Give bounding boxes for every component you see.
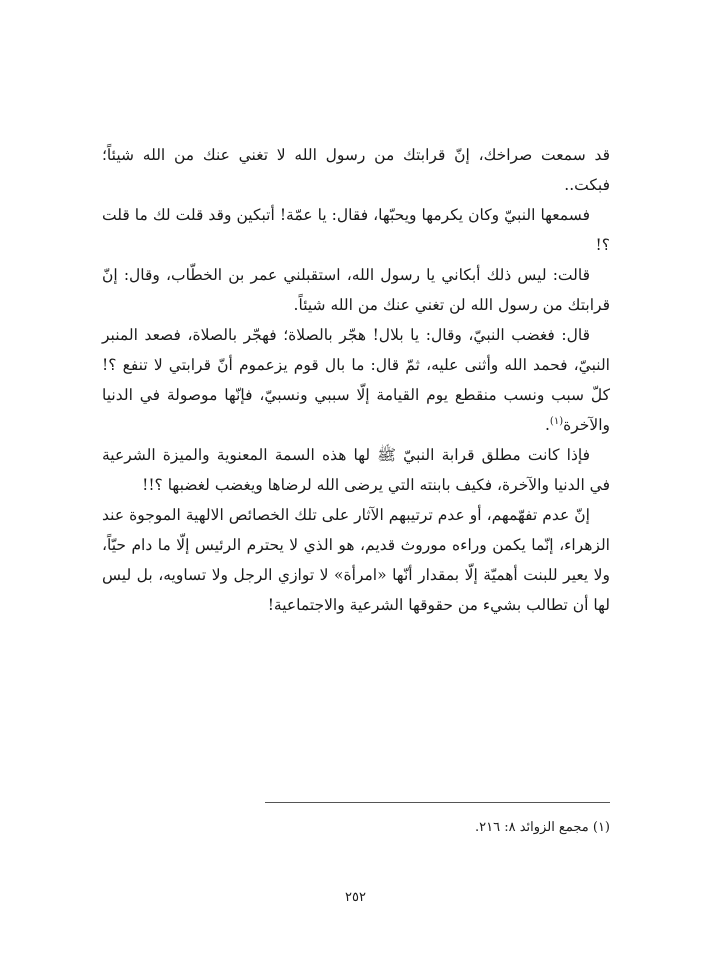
paragraph-2: فسمعها النبيّ وكان يكرمها ويحبّها، فقال: يا عمّة! أتبكين وقد قلت لك ما قلت ؟! [102,206,610,254]
main-text [102,140,610,620]
paragraph-5: فإذا كانت مطلق قرابة النبيّ ﷺ لها هذه السمة المعنوية والميزة الشرعية في الدنيا والآخرة، فكيف بابنته التي يرضى الله لرضاها ويغضب لغضبها ؟!! [102,446,610,494]
footnote-divider [265,802,610,803]
paragraph-6: إنّ عدم تفهّمهم، أو عدم ترتيبهم الآثار على تلك الخصائص الالهية الموجوة عند الزهراء، إنّما يكمن وراءه موروث قديم، هو الذي لا يحترم الرئيس إلّا ما دام حيّاً، ولا يعير للبنت أهميّة إلّا بمقدار أنّها «امرأة» لا توازي الرجل ولا تساويه، بل ليس لها أن تطالب بشيء من حقوقها الشرعية والاجتماعية! [102,506,610,614]
footnote-reference: (١) [549,415,564,427]
paragraph-1: قد سمعت صراخك، إنّ قرابتك من رسول الله لا تغني عنك من الله شيئاً؛ فبكت.. [102,146,610,194]
paragraph-4-text: قال: فغضب النبيّ، وقال: يا بلال! هجّر بالصلاة؛ فهجّر بالصلاة، فصعد المنبر النبيّ، فحمد الله وأثنى عليه، ثمّ قال: ما بال قوم يزعموم أنّ قرابتي لا تنفع ؟! كلّ سبب ونسب منقطع يوم القيامة إلّا سببي ونسبيّ، فإنّها موصولة في الدنيا والآخرة [102,326,610,434]
footnote: (١) مجمع الزوائد ٨: ٢١٦. [475,820,610,835]
paragraph-4 [102,320,610,440]
paragraph-3: قالت: ليس ذلك أبكاني يا رسول الله، استقبلني عمر بن الخطّاب، وقال: إنّ قرابتك من رسول الله لن تغني عنك من الله شيئاً. [102,266,610,314]
page-number: ٢٥٢ [345,890,366,905]
paragraph-4-tail: . [544,416,550,434]
